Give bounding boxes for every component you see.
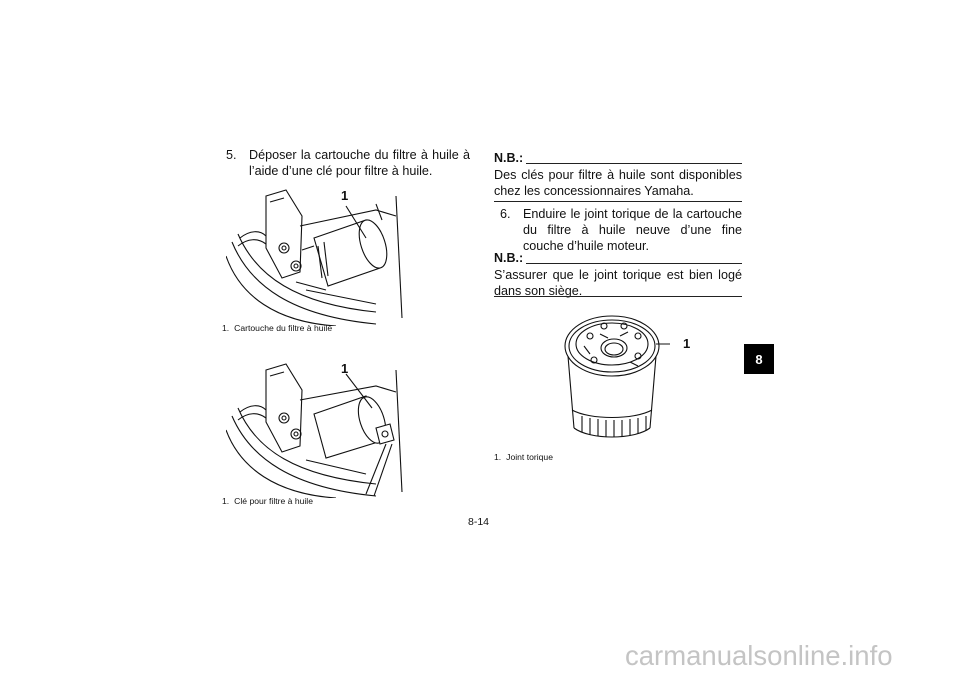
figure-oil-filter-wrench xyxy=(226,360,412,498)
chapter-tab: 8 xyxy=(744,344,774,374)
note-2-end-rule xyxy=(494,296,742,297)
figure-2-caption xyxy=(222,496,313,507)
step-text: Enduire le joint torique de la cartouche du filtre à huile neuve d’une fine couche d’huile moteur. xyxy=(523,207,742,254)
figure-oil-filter-cartridge xyxy=(226,186,412,326)
note-1-heading xyxy=(494,151,742,166)
figure-3-callout: 1 xyxy=(683,336,691,351)
note-1-text: Des clés pour filtre à huile sont disponibles chez les concessionnaires Yamaha. xyxy=(494,168,742,199)
caption-text: Cartouche du filtre à huile xyxy=(234,323,333,333)
note-label: N.B.: xyxy=(494,251,524,265)
note-label: N.B.: xyxy=(494,151,524,165)
step-text: Déposer la cartouche du filtre à huile à l’aide d’une clé pour filtre à huile. xyxy=(249,148,470,179)
watermark: carmanualsonline.info xyxy=(625,640,893,671)
caption-number: 1. xyxy=(494,452,502,462)
note-2-text: S’assurer que le joint torique est bien logé dans son siège. xyxy=(494,268,742,299)
figure-2-callout: 1 xyxy=(341,361,349,376)
step-number: 6. xyxy=(500,207,511,221)
note-heading-rule xyxy=(526,263,742,264)
caption-number: 1. xyxy=(222,323,230,333)
figure-o-ring-cartridge xyxy=(560,308,670,448)
step-number: 5. xyxy=(226,148,237,162)
note-2-heading xyxy=(494,251,742,266)
note-1-end-rule xyxy=(494,201,742,202)
note-heading-rule xyxy=(526,163,742,164)
caption-number: 1. xyxy=(222,496,230,506)
step-6 xyxy=(500,206,742,255)
page-number: 8-14 xyxy=(468,516,490,528)
figure-1-caption xyxy=(222,323,332,334)
caption-text: Joint torique xyxy=(506,452,553,462)
figure-3-caption xyxy=(494,452,553,463)
caption-text: Clé pour filtre à huile xyxy=(234,496,313,506)
step-5 xyxy=(226,147,470,179)
figure-1-callout: 1 xyxy=(341,188,349,203)
